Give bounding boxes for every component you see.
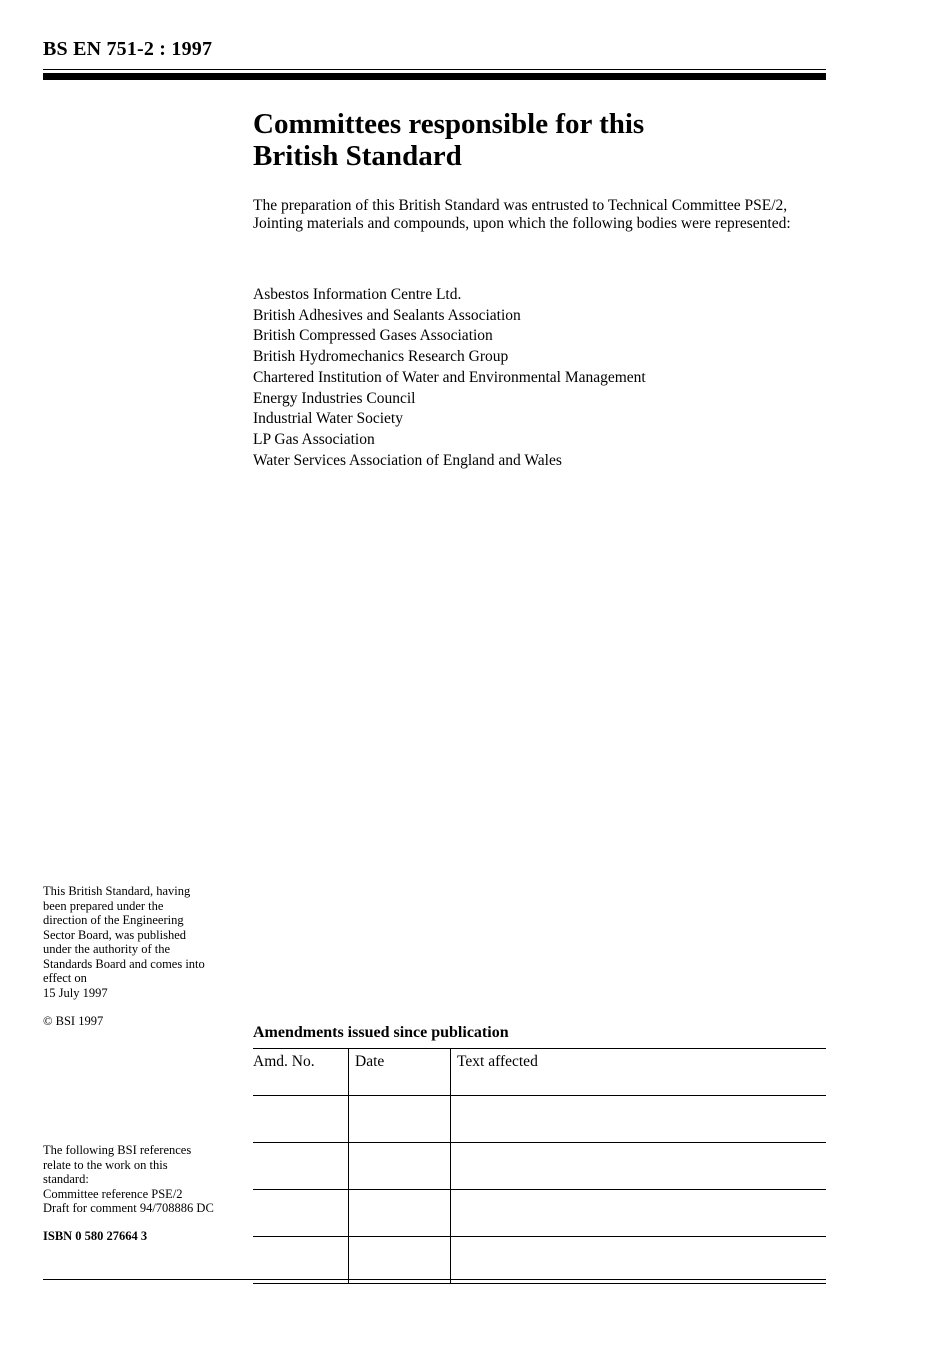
- note-line: been prepared under the: [43, 898, 164, 913]
- effective-date: 15 July 1997: [43, 985, 108, 1000]
- table-cell: [253, 1096, 349, 1143]
- committee-reference: Committee reference PSE/2: [43, 1186, 183, 1201]
- table-row: [253, 1237, 826, 1284]
- publication-note: [43, 884, 238, 1000]
- note-line: Sector Board, was published: [43, 927, 187, 942]
- column-header-text-affected: Text affected: [451, 1049, 827, 1096]
- bsi-references: [43, 1143, 243, 1216]
- table-row: [253, 1190, 826, 1237]
- table-row: [253, 1096, 826, 1143]
- table-cell: [349, 1190, 451, 1237]
- note-line: direction of the Engineering: [43, 913, 184, 927]
- table-cell: [253, 1190, 349, 1237]
- table-cell: [451, 1096, 827, 1143]
- amendments-table: [253, 1048, 826, 1284]
- table-cell: [451, 1237, 827, 1284]
- body-item: Industrial Water Society: [253, 410, 403, 428]
- body-item: British Compressed Gases Association: [253, 327, 493, 345]
- standard-number-header: BS EN 751-2 : 1997: [43, 38, 213, 60]
- note-line: Standards Board and comes into: [43, 956, 205, 971]
- body-item: British Adhesives and Sealants Association: [253, 306, 521, 324]
- header-rule-thin: [43, 69, 826, 70]
- refs-line: The following BSI references: [43, 1143, 192, 1157]
- page-title-line-1: Committees responsible for this: [253, 108, 645, 140]
- represented-bodies-list: [253, 285, 646, 471]
- body-item: British Hydromechanics Research Group: [253, 348, 509, 366]
- isbn: ISBN 0 580 27664 3: [43, 1229, 148, 1243]
- table-row: [253, 1143, 826, 1190]
- refs-line: standard:: [43, 1172, 89, 1186]
- draft-reference: Draft for comment 94/708886 DC: [43, 1201, 214, 1215]
- page-title-line-2: British Standard: [253, 140, 462, 172]
- body-item: LP Gas Association: [253, 430, 375, 448]
- intro-paragraph: The preparation of this British Standard was entrusted to Technical Committee PSE/2, Jointing materials and compounds, upon which the following bodies were represented:: [253, 197, 791, 232]
- note-line: effect on: [43, 971, 87, 985]
- table-cell: [451, 1143, 827, 1190]
- column-header-date: Date: [349, 1049, 451, 1096]
- amendments-header-row: [253, 1049, 826, 1096]
- table-cell: [451, 1190, 827, 1237]
- table-cell: [253, 1143, 349, 1190]
- refs-line: relate to the work on this: [43, 1157, 168, 1172]
- column-header-amd-no: Amd. No.: [253, 1049, 349, 1096]
- note-line: This British Standard, having: [43, 884, 191, 898]
- table-cell: [253, 1237, 349, 1284]
- body-item: Asbestos Information Centre Ltd.: [253, 286, 462, 303]
- table-cell: [349, 1237, 451, 1284]
- body-item: Energy Industries Council: [253, 389, 416, 407]
- page-title: [253, 108, 813, 172]
- header-rule-thick: [43, 73, 826, 80]
- amendments-title: Amendments issued since publication: [253, 1024, 509, 1041]
- body-item: Water Services Association of England and Wales: [253, 451, 562, 469]
- table-cell: [349, 1096, 451, 1143]
- note-line: under the authority of the: [43, 942, 171, 956]
- table-cell: [349, 1143, 451, 1190]
- copyright-notice: © BSI 1997: [43, 1014, 104, 1028]
- footer-rule: [43, 1279, 826, 1280]
- body-item: Chartered Institution of Water and Environmental Management: [253, 368, 646, 386]
